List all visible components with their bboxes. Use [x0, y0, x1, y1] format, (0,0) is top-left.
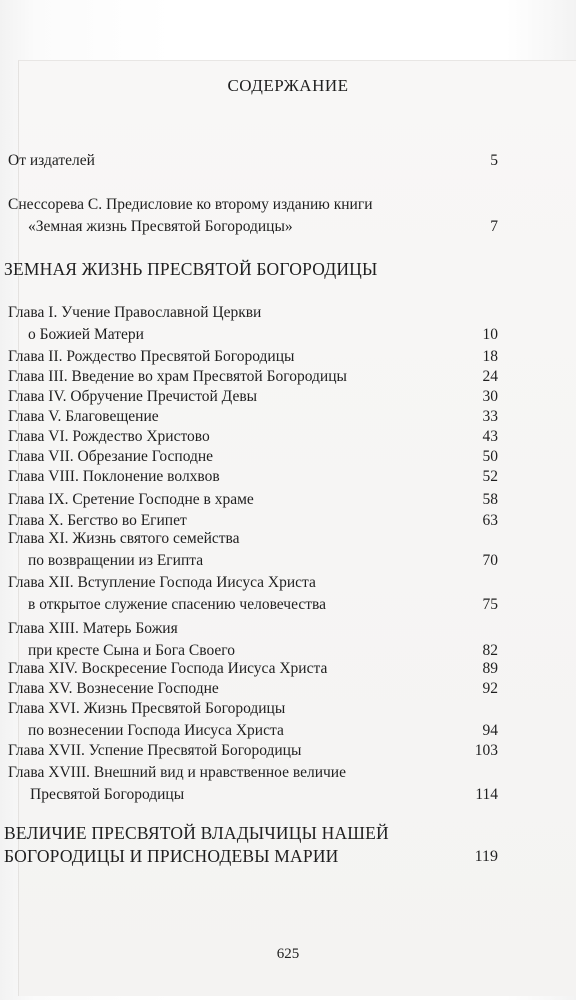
chapter-entry[interactable] [8, 448, 496, 466]
chapter-page: 89 [482, 660, 498, 677]
chapter-title: Пресвятой Богородицы [30, 786, 185, 803]
chapter-title: Глава XV. Вознесение Господне [8, 680, 219, 697]
toc-entry-continuation [8, 218, 516, 236]
chapter-title: Глава VI. Рождество Христово [8, 428, 210, 445]
chapter-title: Глава XIII. Матерь Божия [8, 620, 178, 637]
chapter-page: 58 [482, 491, 498, 508]
chapter-page: 18 [482, 348, 498, 365]
chapter-title: по вознесении Господа Иисуса Христа [28, 722, 284, 739]
chapter-page: 75 [482, 596, 498, 613]
chapter-entry[interactable] [8, 428, 496, 446]
chapter-entry-continuation [8, 786, 518, 804]
page-number: 625 [276, 946, 300, 962]
chapter-entry[interactable] [8, 512, 496, 530]
chapter-page: 70 [482, 552, 498, 569]
chapter-page: 63 [482, 512, 498, 529]
chapter-page: 10 [482, 326, 498, 343]
chapter-title: в открытое служение спасению человечества [28, 596, 326, 613]
chapter-entry-continuation [8, 552, 516, 570]
chapter-page: 50 [482, 448, 498, 465]
toc-heading: СОДЕРЖАНИЕ [227, 76, 349, 95]
chapter-title: Глава V. Благовещение [8, 408, 159, 425]
chapter-entry[interactable] [8, 742, 496, 760]
chapter-title: Глава IX. Сретение Господне в храме [8, 491, 254, 508]
chapter-entry[interactable] [8, 304, 496, 322]
chapter-entry[interactable] [8, 368, 496, 386]
section-title[interactable]: ЗЕМНАЯ ЖИЗНЬ ПРЕСВЯТОЙ БОГОРОДИЦЫ [4, 259, 378, 279]
chapter-title: Глава IV. Обручение Пречистой Девы [8, 388, 258, 405]
chapter-title: Глава II. Рождество Пресвятой Богородицы [8, 348, 295, 365]
chapter-title: при кресте Сына и Бога Своего [28, 642, 235, 659]
chapter-page: 92 [482, 680, 498, 697]
chapter-entry[interactable] [8, 764, 496, 782]
chapter-title: Глава X. Бегство во Египет [8, 512, 187, 529]
chapter-entry[interactable] [8, 574, 496, 592]
chapter-entry[interactable] [8, 408, 496, 426]
chapter-page: 94 [482, 722, 498, 739]
chapter-page: 43 [482, 428, 498, 445]
chapter-entry[interactable] [8, 660, 496, 678]
chapter-page: 33 [482, 408, 498, 425]
section-title[interactable]: ВЕЛИЧИЕ ПРЕСВЯТОЙ ВЛАДЫЧИЦЫ НАШЕЙ [4, 823, 389, 843]
chapter-page: 82 [482, 642, 498, 659]
chapter-title: Глава XVIII. Внешний вид и нравственное величие [8, 764, 346, 781]
chapter-entry-continuation [8, 722, 516, 740]
chapter-title: Глава XVI. Жизнь Пресвятой Богородицы [8, 700, 286, 717]
chapter-title: Глава I. Учение Православной Церкви [8, 304, 262, 321]
chapter-entry[interactable] [8, 388, 496, 406]
entry-page: 5 [490, 152, 498, 169]
chapter-entry-continuation [8, 642, 516, 660]
chapter-title: Глава XI. Жизнь святого семейства [8, 530, 240, 547]
chapter-title: о Божией Матери [28, 326, 144, 343]
chapter-title: Глава VII. Обрезание Господне [8, 448, 214, 465]
chapter-title: Глава III. Введение во храм Пресвятой Богородицы [8, 368, 347, 385]
chapter-entry-continuation [8, 596, 516, 614]
chapter-entry[interactable] [8, 620, 496, 638]
chapter-title: Глава XVII. Успение Пресвятой Богородицы [8, 742, 302, 759]
chapter-page: 52 [482, 468, 498, 485]
chapter-page: 103 [474, 742, 498, 759]
chapter-title: Глава XIV. Воскресение Господа Иисуса Христа [8, 660, 328, 677]
chapter-entry[interactable] [8, 348, 496, 366]
section-title[interactable]: БОГОРОДИЦЫ И ПРИСНОДЕВЫ МАРИИ [4, 846, 339, 866]
chapter-page: 24 [482, 368, 498, 385]
chapter-title: Глава XII. Вступление Господа Иисуса Христа [8, 574, 316, 591]
section-page: 119 [474, 848, 498, 865]
entry-title: Снессорева С. Предисловие ко второму изданию книги [8, 196, 373, 213]
chapter-title: Глава VIII. Поклонение волхвов [8, 468, 220, 485]
entry-page: 7 [490, 218, 498, 235]
chapter-entry[interactable] [8, 700, 496, 718]
chapter-entry-continuation [8, 326, 516, 344]
entry-title: От издателей [8, 152, 95, 169]
chapter-page: 30 [482, 388, 498, 405]
toc-entry[interactable] [8, 196, 496, 214]
chapter-title: по возвращении из Египта [28, 552, 204, 569]
chapter-entry[interactable] [8, 468, 496, 486]
chapter-page: 114 [475, 786, 498, 803]
toc-entry[interactable] [8, 152, 496, 170]
chapter-entry[interactable] [8, 491, 496, 509]
entry-title: «Земная жизнь Пресвятой Богородицы» [28, 218, 293, 235]
chapter-entry[interactable] [8, 530, 496, 548]
chapter-entry[interactable] [8, 680, 496, 698]
